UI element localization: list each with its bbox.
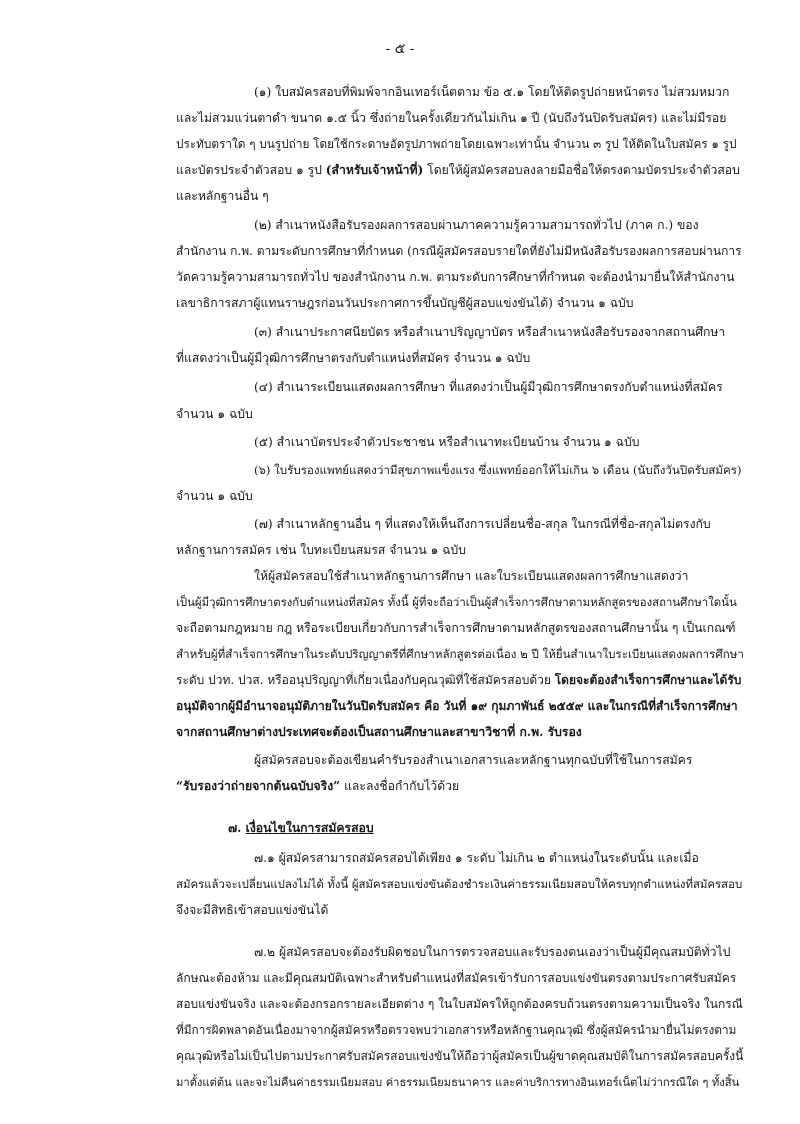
item4-line2: จำนวน ๑ ฉบับ (176, 407, 253, 421)
item2-line3: วัดความรู้ความสามารถทั่วไป ของสำนักงาน ก.พ. ตามระดับการศึกษาที่กำหนด จะต้องนำมายื่นให้สำนักงาน (176, 270, 735, 284)
edu-para-line5-bold: โดยจะต้องสำเร็จการศึกษาและได้รับ (554, 673, 742, 687)
item3-line1: (๓) สำเนาประกาศนียบัตร หรือสำเนาปริญญาบัตร หรือสำเนาหนังสือรับรองจากสถานศึกษา (254, 325, 726, 339)
item3-line2: ที่แสดงว่าเป็นผู้มีวุฒิการศึกษาตรงกับตำแหน่งที่สมัคร จำนวน ๑ ฉบับ (176, 351, 531, 365)
item2-line2: สำนักงาน ก.พ. ตามระดับการศึกษาที่กำหนด (กรณีผู้สมัครสอบรายใดที่ยังไม่มีหนังสือรับรองผลการสอบผ่านการ (176, 244, 742, 258)
edu-para-line3: จะถือตามกฎหมาย กฎ หรือระเบียบเกี่ยวกับการสำเร็จการศึกษาตามหลักสูตรของสถานศึกษานั้น ๆ เป็นเกณฑ์ (176, 621, 736, 635)
item4-line1: (๔) สำเนาระเบียนแสดงผลการศึกษา ที่แสดงว่าเป็นผู้มีวุฒิการศึกษาตรงกับตำแหน่งที่สมัคร (254, 380, 723, 394)
cert-para-line2 (176, 778, 459, 795)
s71-line2: สมัครแล้วจะเปลี่ยนแปลงไม่ได้ ทั้งนี้ ผู้สมัครสอบแข่งขันต้องชำระเงินค่าธรรมเนียมสอบให้ครบทุกตำแหน่งที่สมัครสอบ (176, 877, 743, 891)
item1-line4-c: โดยให้ผู้สมัครสอบลงลายมือชื่อให้ตรงตามบัตรประจำตัวสอบ (423, 163, 740, 177)
item7-line2: หลักฐานการสมัคร เช่น ใบทะเบียนสมรส จำนวน ๑ ฉบับ (176, 543, 466, 557)
item1-line4 (176, 162, 740, 179)
item1-line1: (๑) ใบสมัครสอบที่พิมพ์จากอินเทอร์เน็ตตาม ข้อ ๕.๑ โดยให้ติดรูปถ่ายหน้าตรง ไม่สวมหมวก (254, 85, 730, 99)
s72-line4: ที่มีการผิดพลาดอันเนื่องมาจากผู้สมัครหรือตรวจพบว่าเอกสารหรือหลักฐานคุณวุฒิ ซึ่งผู้สมัครนำมายื่นไม่ตรงตาม (176, 1023, 737, 1037)
item1-line3: ประทับตราใด ๆ บนรูปถ่าย โดยใช้กระดาษอัดรูปภาพถ่ายโดยเฉพาะเท่านั้น จำนวน ๓ รูป ให้ติดในใบสมัคร ๑ รูป (176, 137, 737, 151)
s71-line3: จึงจะมีสิทธิเข้าสอบแข่งขันได้ (176, 903, 329, 917)
s72-line3: สอบแข่งขันจริง และจะต้องกรอกรายละเอียดต่าง ๆ ในใบสมัครให้ถูกต้องครบถ้วนตรงตามความเป็นจริง ในกรณี (176, 997, 743, 1011)
item6-line2: จำนวน ๑ ฉบับ (176, 489, 253, 503)
item2-line1: (๒) สำเนาหนังสือรับรองผลการสอบผ่านภาคความรู้ความสามารถทั่วไป (ภาค ก.) ของ (254, 218, 699, 232)
s72-line5: คุณวุฒิหรือไม่เป็นไปตามประกาศรับสมัครสอบแข่งขันให้ถือว่าผู้สมัครเป็นผู้ขาดคุณสมบัติในการสมัครสอบครั้งนี้ (176, 1049, 744, 1063)
edu-para-line5-a: ระดับ ปวท. ปวส. หรืออนุปริญญาที่เกี่ยวเนื่องกับคุณวุฒิที่ใช้สมัครสอบด้วย (176, 673, 555, 687)
officer-only-note: (สำหรับเจ้าหน้าที่) (325, 163, 424, 177)
s72-line6: มาตั้งแต่ต้น และจะไม่คืนค่าธรรมเนียมสอบ ค่าธรรมเนียมธนาคาร และค่าบริการทางอินเทอร์เน็ตไม่ว่ากรณีใด ๆ ทั้งสิ้น (176, 1076, 740, 1089)
edu-para-line5 (176, 672, 741, 689)
edu-para-line6: อนุมัติจากผู้มีอำนาจอนุมัติภายในวันปิดรับสมัคร คือ วันที่ ๑๙ กุมภาพันธ์ ๒๕๕๙ และในกรณีที่สำเร็จการศึกษา (176, 699, 738, 713)
edu-para-line1: ให้ผู้สมัครสอบใช้สำเนาหลักฐานการศึกษา และใบระเบียนแสดงผลการศึกษาแสดงว่า (254, 569, 689, 583)
section7-number: ๗. (228, 821, 246, 835)
item5-line1: (๕) สำเนาบัตรประจำตัวประชาชน หรือสำเนาทะเบียนบ้าน จำนวน ๑ ฉบับ (254, 435, 640, 449)
item1-line5: และหลักฐานอื่น ๆ (176, 189, 269, 203)
s72-line1: ๗.๒ ผู้สมัครสอบจะต้องรับผิดชอบในการตรวจสอบและรับรองตนเองว่าเป็นผู้มีคุณสมบัติทั่วไป (254, 945, 731, 959)
item1-line2: และไม่สวมแว่นตาดำ ขนาด ๑.๕ นิ้ว ซึ่งถ่ายในครั้งเดียวกันไม่เกิน ๑ ปี (นับถึงวันปิดรับสมัคร) และไม่มีรอย (176, 111, 727, 125)
edu-para-line4: สำหรับผู้ที่สำเร็จการศึกษาในระดับปริญญาตรีที่ศึกษาหลักสูตรต่อเนื่อง ๒ ปี ให้ยื่นสำเนาใบระเบียนแสดงผลการศึกษา (176, 647, 744, 661)
s71-line1: ๗.๑ ผู้สมัครสามารถสมัครสอบได้เพียง ๑ ระดับ ไม่เกิน ๒ ตำแหน่งในระดับนั้น และเมื่อ (254, 851, 699, 865)
s72-line2: ลักษณะต้องห้าม และมีคุณสมบัติเฉพาะสำหรับตำแหน่งที่สมัครเข้ารับการสอบแข่งขันตรงตามประกาศรับสมัคร (176, 971, 737, 985)
item2-line4: เลขาธิการสภาผู้แทนราษฎรก่อนวันประกาศการขึ้นบัญชีผู้สอบแข่งขันได้) จำนวน ๑ ฉบับ (176, 296, 634, 310)
edu-para-line7: จากสถานศึกษาต่างประเทศจะต้องเป็นสถานศึกษาและสาขาวิชาที่ ก.พ. รับรอง (176, 725, 582, 739)
certify-copy-phrase: “รับรองว่าถ่ายจากต้นฉบับจริง” (176, 779, 341, 793)
section7-heading (228, 820, 374, 837)
item1-line4-a: และบัตรประจำตัวสอบ ๑ รูป (176, 163, 326, 177)
page-number: - ๕ - (385, 41, 415, 57)
item6-line1: (๖) ใบรับรองแพทย์แสดงว่ามีสุขภาพแข็งแรง ซึ่งแพทย์ออกให้ไม่เกิน ๖ เดือน (นับถึงวันปิดรับสมัคร) (254, 463, 742, 477)
item7-line1: (๗) สำเนาหลักฐานอื่น ๆ ที่แสดงให้เห็นถึงการเปลี่ยนชื่อ-สกุล ในกรณีที่ชื่อ-สกุลไม่ตรงกับ (254, 517, 711, 531)
cert-para-line1: ผู้สมัครสอบจะต้องเขียนคำรับรองสำเนาเอกสารและหลักฐานทุกฉบับที่ใช้ในการสมัคร (254, 753, 693, 767)
section7-title: เงื่อนไขในการสมัครสอบ (245, 821, 374, 835)
edu-para-line2: เป็นผู้มีวุฒิการศึกษาตรงกับตำแหน่งที่สมัคร ทั้งนี้ ผู้ที่จะถือว่าเป็นผู้สำเร็จการศึกษาตามหลักสูตรของสถานศึกษาใดนั้น (176, 595, 737, 609)
cert-para-line2-b: และลงชื่อกำกับไว้ด้วย (340, 779, 460, 793)
